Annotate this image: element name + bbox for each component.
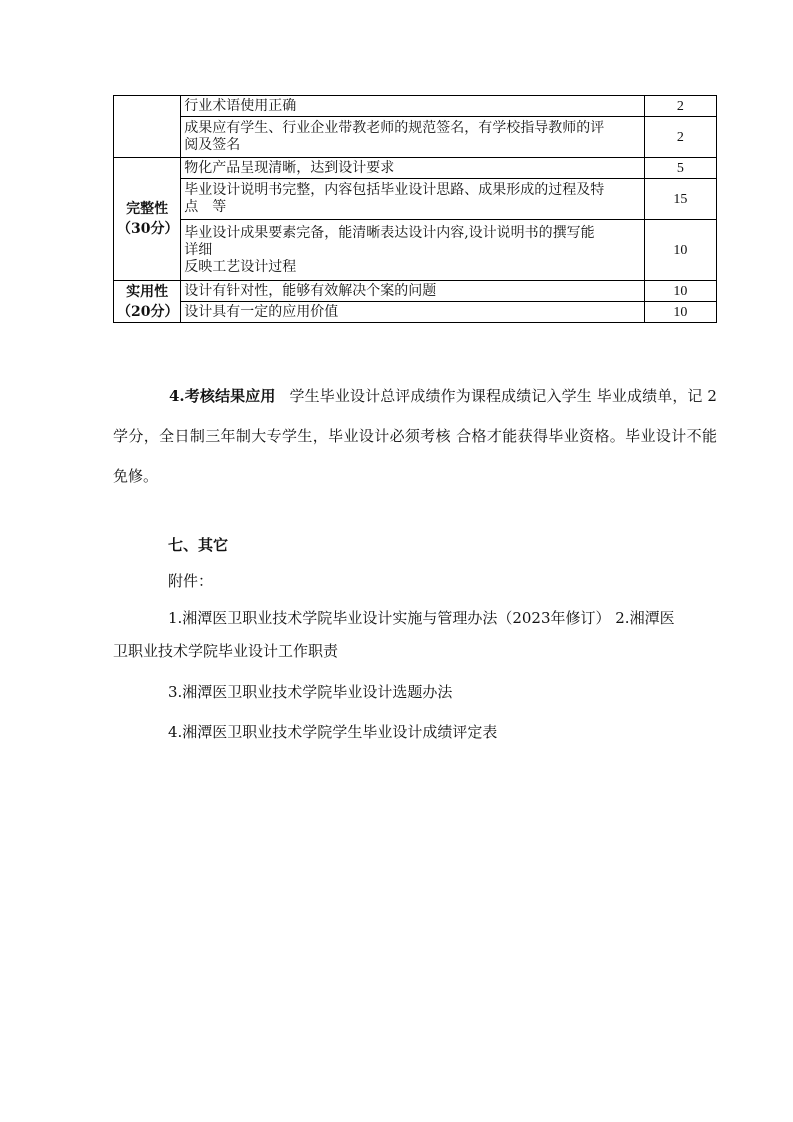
score-value: 15 [644,179,716,220]
criterion-text [181,220,644,281]
attachment-line: 卫职业技术学院毕业设计工作职责 [113,642,339,660]
score-value: 10 [644,281,716,302]
category-name: 完整性 [126,201,169,217]
category-completeness [114,158,181,281]
criterion-line: 反映工艺设计过程 [184,258,297,275]
table-row [114,281,717,302]
category-cell-previous [114,96,181,158]
score-value: 2 [644,96,716,117]
attachments-label: 附件： [168,572,214,590]
section-title: 七、其它 [168,536,229,554]
scoring-table [113,95,717,323]
paragraph-heading: 4.考核结果应用 [169,387,276,405]
category-name: 实用性 [126,283,169,300]
criterion-text: 物化产品呈现清晰，达到设计要求 [181,158,644,179]
table-row [114,179,717,220]
table-row [114,302,717,323]
category-points: （20分） [117,303,179,320]
table-row [114,117,717,158]
criterion-text: 设计有针对性，能够有效解决个案的问题 [181,281,644,302]
criterion-line: 点 等 [184,199,227,215]
criterion-text [181,179,644,220]
category-practicality [114,281,181,323]
score-value: 10 [644,302,716,323]
table-row [114,96,717,117]
criterion-text: 行业术语使用正确 [181,96,644,117]
criterion-line: 毕业设计成果要素完备，能清晰表达设计内容,设计说明书的撰写能 [184,224,595,241]
criterion-line: 阅及签名 [184,137,241,153]
criterion-line: 详细 [184,241,213,258]
table-row [114,220,717,281]
assessment-application-paragraph [113,376,717,496]
criterion-line: 毕业设计说明书完整，内容包括毕业设计思路、成果形成的过程及特 [184,182,605,198]
score-value: 10 [644,220,716,281]
attachment-line: 3.湘潭医卫职业技术学院毕业设计选题办法 [168,683,453,701]
criterion-text: 设计具有一定的应用价值 [181,302,644,323]
attachment-line: 1.湘潭医卫职业技术学院毕业设计实施与管理办法（2023年修订） 2.湘潭医 [168,609,675,627]
table-row [114,158,717,179]
criterion-line: 成果应有学生、行业企业带教老师的规范签名，有学校指导教师的评 [184,120,605,136]
paragraph-text: 学生毕业设计总评成绩作为课程成绩记入学生 毕业成绩单，记 2 学分，全日制三年制大专学生，毕业设计必须考核 合格才能获得毕业资格。毕业设计不能免修。 [113,387,717,485]
attachment-line: 4.湘潭医卫职业技术学院学生毕业设计成绩评定表 [168,723,498,741]
score-value: 5 [644,158,716,179]
category-points: （30分） [117,221,179,237]
score-value: 2 [644,117,716,158]
criterion-text [181,117,644,158]
